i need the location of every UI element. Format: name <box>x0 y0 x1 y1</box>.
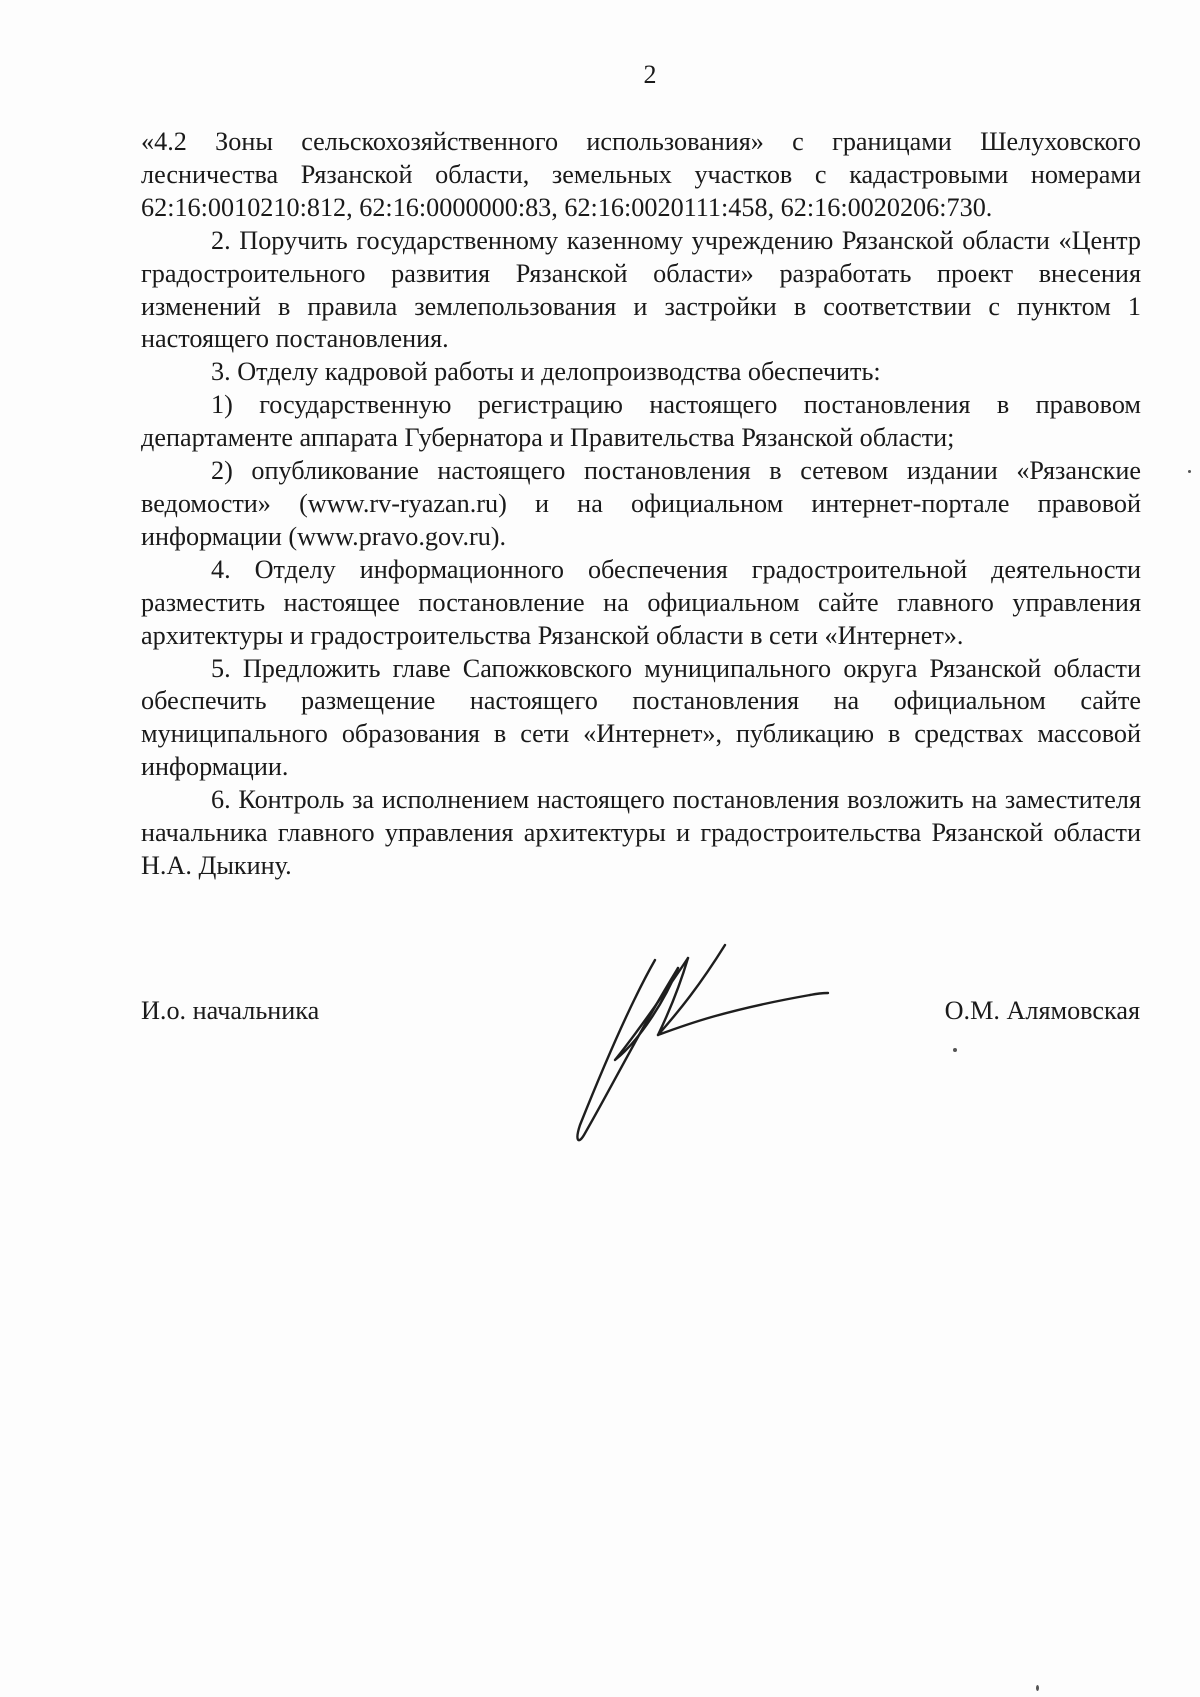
handwritten-signature <box>560 940 860 1150</box>
paragraph-item-5: 5. Предложить главе Сапожковского муниципального округа Рязанской области обеспечить размещение настоящего постановления на официальном сайте муниципального образования в сети «Интернет», публикацию в средствах массовой информации. <box>141 653 1141 782</box>
signatory-name: О.М. Алямовская <box>944 996 1140 1025</box>
scan-speck <box>1188 470 1191 473</box>
paragraph-item-3-2: 2) опубликование настоящего постановления в сетевом издании «Рязанские ведомости» (www.rv-ryazan.ru) и на официальном интернет-портале правовой информации (www.pravo.gov.ru). <box>141 456 1141 551</box>
signatory-position: И.о. начальника <box>141 996 320 1025</box>
paragraph-item-6: 6. Контроль за исполнением настоящего постановления возложить на заместителя начальника главного управления архитектуры и градостроительства Рязанской области Н.А. Дыкину. <box>141 785 1141 880</box>
paragraph-item-4: 4. Отделу информационного обеспечения градостроительной деятельности разместить настоящее постановление на официальном сайте главного управления архитектуры и градостроительства Рязанской области в сети «Интернет». <box>141 554 1141 650</box>
document-body <box>141 126 1141 883</box>
scan-speck <box>1036 1685 1039 1691</box>
paragraph-item-3: 3. Отделу кадровой работы и делопроизводства обеспечить: <box>211 357 881 387</box>
paragraph-item-3-1: 1) государственную регистрацию настоящего постановления в правовом департаменте аппарата Губернатора и Правительства Рязанской области; <box>141 390 1141 453</box>
page-number: 2 <box>643 60 657 89</box>
paragraph-zone-continuation: «4.2 Зоны сельскохозяйственного использования» с границами Шелуховского лесничества Рязанской области, земельных участков с кадастровыми номерами 62:16:0010210:812, 62:16:0000000:83, 62:16:0020111:458, 62:16:0020206:730. <box>141 127 1141 222</box>
scan-speck <box>953 1048 957 1052</box>
paragraph-item-2: 2. Поручить государственному казенному учреждению Рязанской области «Центр градостроительного развития Рязанской области» разработать проект внесения изменений в правила землепользования и застройки в соответствии с пунктом 1 настоящего постановления. <box>141 225 1141 354</box>
